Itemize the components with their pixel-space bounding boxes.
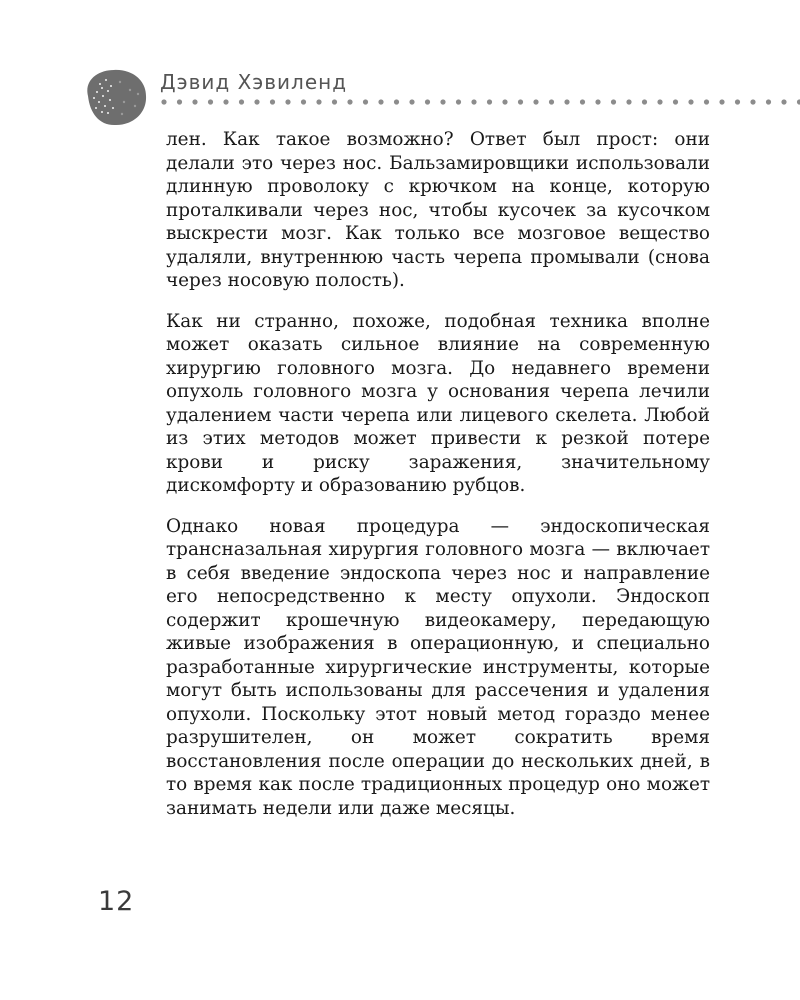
rule-dot: [223, 99, 228, 104]
running-header-author: Дэвид Хэвиленд: [160, 70, 348, 94]
rule-dot: [719, 99, 724, 104]
page-number: 12: [98, 886, 135, 917]
rule-dot: [347, 99, 352, 104]
rule-dot: [781, 99, 786, 104]
rule-dot: [611, 99, 616, 104]
rule-dot: [239, 99, 244, 104]
rule-dot: [409, 99, 414, 104]
rule-dot: [657, 99, 662, 104]
rule-dot: [254, 99, 259, 104]
rule-dot: [688, 99, 693, 104]
paragraph-2: Как ни странно, похоже, подобная техника вполне может оказать сильное влияние на современную хирургию головного мозга. До недавнего времени опухоль головного мозга у основания черепа лечили удалением части черепа или лицевого скелета. Любой из этих методов может привести к резкой потере крови и риску заражения, значительному дискомфорту и образованию рубцов.: [166, 310, 710, 496]
rule-dot: [301, 99, 306, 104]
paragraph-1: лен. Как такое возможно? Ответ был прост: они делали это через нос. Бальзамировщики использовали длинную проволоку с крючком на конце, которую проталкивали через нос, чтобы кусочек за кусочком выскрести мозг. Как только все мозговое вещество удаляли, внутреннюю часть черепа промывали (снова через носовую полость).: [166, 129, 710, 291]
rule-dot: [177, 99, 182, 104]
rule-dot: [456, 99, 461, 104]
rule-dot: [316, 99, 321, 104]
rule-dot: [285, 99, 290, 104]
rule-dot: [192, 99, 197, 104]
rule-dot: [425, 99, 430, 104]
rule-dot: [735, 99, 740, 104]
rule-dot: [549, 99, 554, 104]
brain-blob-icon: [80, 66, 150, 128]
rule-dot: [161, 99, 166, 104]
page-body: [166, 128, 710, 820]
rule-dot: [750, 99, 755, 104]
rule-dot: [766, 99, 771, 104]
rule-dot: [673, 99, 678, 104]
rule-dot: [704, 99, 709, 104]
rule-dot: [471, 99, 476, 104]
rule-dot: [332, 99, 337, 104]
rule-dot: [533, 99, 538, 104]
rule-dot: [440, 99, 445, 104]
header-dotted-rule: [160, 98, 800, 106]
rule-dot: [580, 99, 585, 104]
rule-dot: [518, 99, 523, 104]
rule-dot: [502, 99, 507, 104]
rule-dot: [363, 99, 368, 104]
rule-dot: [564, 99, 569, 104]
rule-dot: [394, 99, 399, 104]
rule-dot: [208, 99, 213, 104]
rule-dot: [642, 99, 647, 104]
rule-dot: [378, 99, 383, 104]
rule-dot: [270, 99, 275, 104]
rule-dot: [626, 99, 631, 104]
rule-dot: [487, 99, 492, 104]
paragraph-3: Однако новая процедура — эндоскопическая трансназальная хирургия головного мозга — включает в себя введение эндоскопа через нос и направление его непосредственно к месту опухоли. Эндоскоп содержит крошечную видеокамеру, передающую живые изображения в операционную, и специально разработанные хирургические инструменты, которые могут быть использованы для рассечения и удаления опухоли. Поскольку этот новый метод гораздо менее разрушителен, он может сократить время восстановления после операции до нескольких дней, в то время как после традиционных процедур оно может занимать недели или даже месяцы.: [166, 515, 710, 819]
rule-dot: [595, 99, 600, 104]
